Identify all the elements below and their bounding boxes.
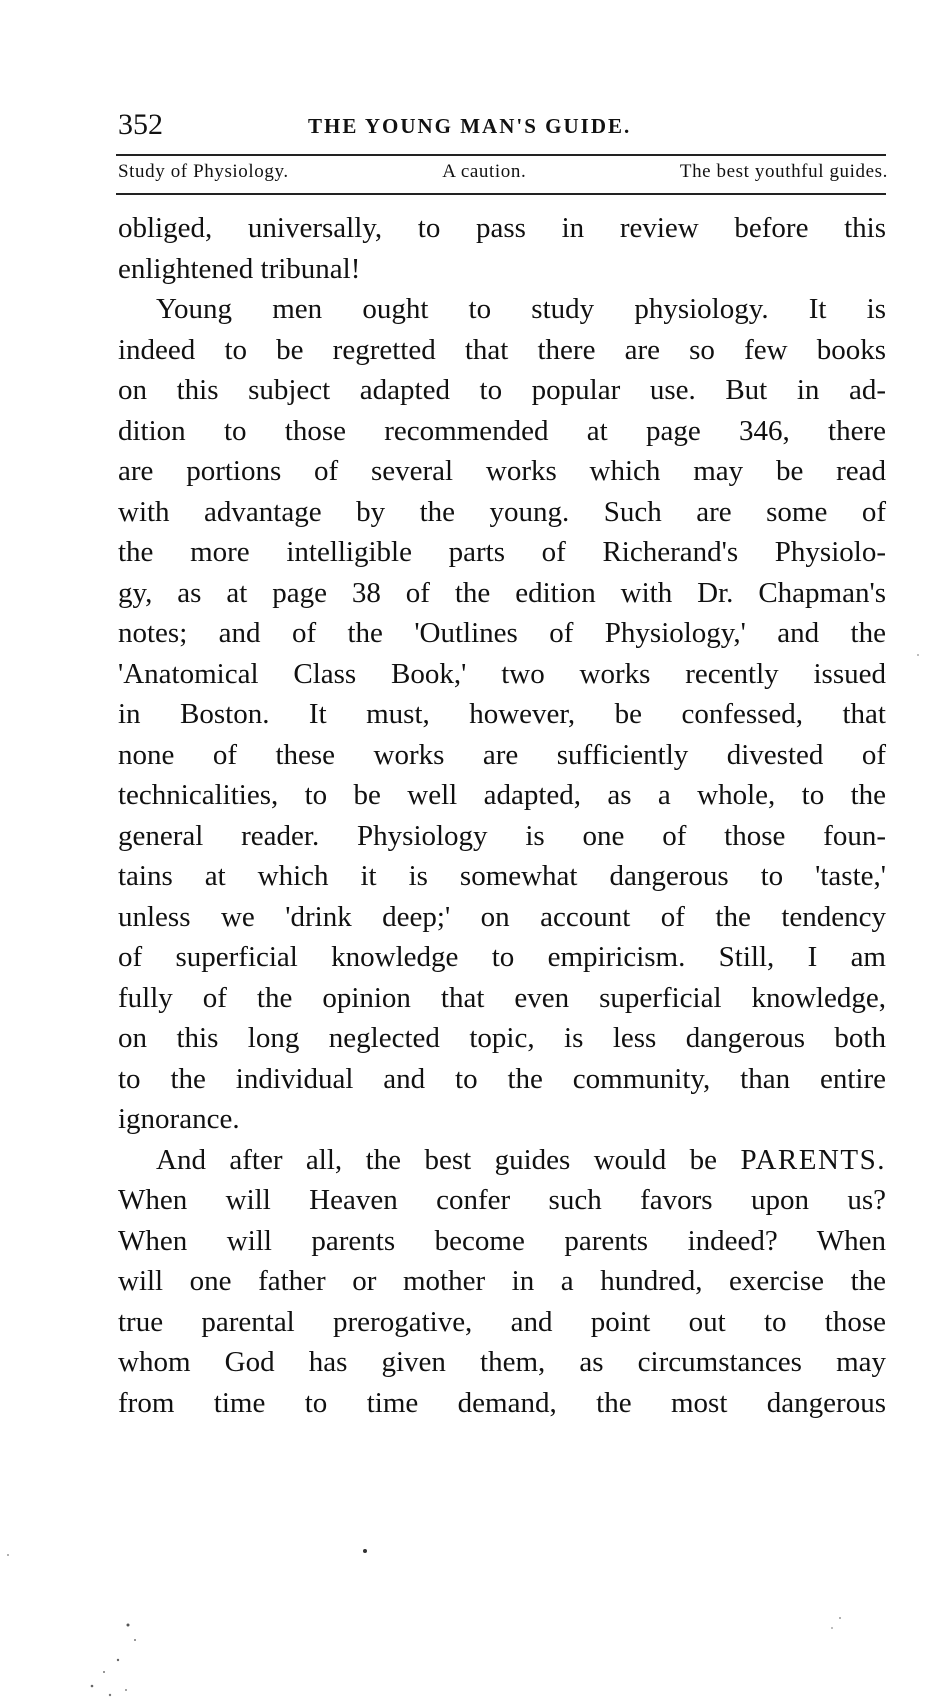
text-line: technicalities, to be well adapted, as a whole, to the (118, 779, 886, 811)
text-line: gy, as at page 38 of the edition with Dr. Chapman's (118, 576, 886, 609)
text-line (118, 1140, 886, 1181)
text-line: fully of the opinion that even superficial knowledge, (118, 981, 886, 1014)
text-segment: And after all, the best guides would be (156, 1143, 718, 1176)
text-line: ignorance. (118, 1103, 240, 1135)
book-title: THE YOUNG MAN'S GUIDE. (308, 114, 632, 138)
text-line: of superficial knowledge to empiricism. Still, I am (118, 941, 886, 973)
text-line: tains at which it is somewhat dangerous to 'taste,' (118, 860, 886, 892)
subhead-study-of-physiology: Study of Physiology. (118, 161, 289, 182)
text-line: indeed to be regretted that there are so few books (118, 333, 886, 366)
subhead-best-youthful-guides: The best youthful guides. (679, 161, 888, 182)
page-number: 352 (118, 108, 163, 141)
header-rule-top (116, 154, 886, 156)
body-text (118, 208, 886, 1423)
section-subheads (118, 161, 888, 183)
text-line: notes; and of the 'Outlines of Physiology,' and the (118, 617, 886, 649)
text-line: on this long neglected topic, is less dangerous both (118, 1022, 886, 1054)
text-line: the more intelligible parts of Richerand's Physiolo- (118, 536, 886, 568)
text-line: from time to time demand, the most dangerous (118, 1386, 886, 1419)
paragraph-2 (118, 289, 886, 1140)
text-line: When will Heaven confer such favors upon us? (118, 1184, 886, 1216)
running-head (118, 108, 886, 148)
text-line: true parental prerogative, and point out to those (118, 1305, 886, 1338)
text-line: When will parents become parents indeed? When (118, 1224, 886, 1257)
text-line: unless we 'drink deep;' on account of the tendency (118, 900, 886, 933)
text-line: are portions of several works which may be read (118, 455, 886, 487)
text-line: in Boston. It must, however, be confessed, that (118, 698, 886, 730)
text-line: general reader. Physiology is one of those foun- (118, 819, 886, 852)
text-line: will one father or mother in a hundred, exercise the (118, 1265, 886, 1297)
subhead-a-caution: A caution. (442, 161, 527, 182)
text-line: dition to those recommended at page 346, there (118, 414, 886, 447)
paragraph-1 (118, 208, 886, 289)
text-line: Young men ought to study physiology. It is (156, 293, 886, 325)
text-line: obliged, universally, to pass in review before this (118, 212, 886, 244)
text-line: with advantage by the young. Such are some of (118, 495, 886, 528)
text-line: 'Anatomical Class Book,' two works recently issued (118, 657, 886, 690)
text-line: enlightened tribunal! (118, 252, 361, 285)
text-line: whom God has given them, as circumstances may (118, 1346, 886, 1378)
paragraph-3 (118, 1140, 886, 1424)
parents-smallcaps: PARENTS. (740, 1143, 886, 1176)
text-line: on this subject adapted to popular use. But in ad- (118, 374, 886, 406)
header-rule-bottom (116, 193, 886, 195)
text-line: to the individual and to the community, than entire (118, 1062, 886, 1095)
text-line: none of these works are sufficiently divested of (118, 738, 886, 771)
